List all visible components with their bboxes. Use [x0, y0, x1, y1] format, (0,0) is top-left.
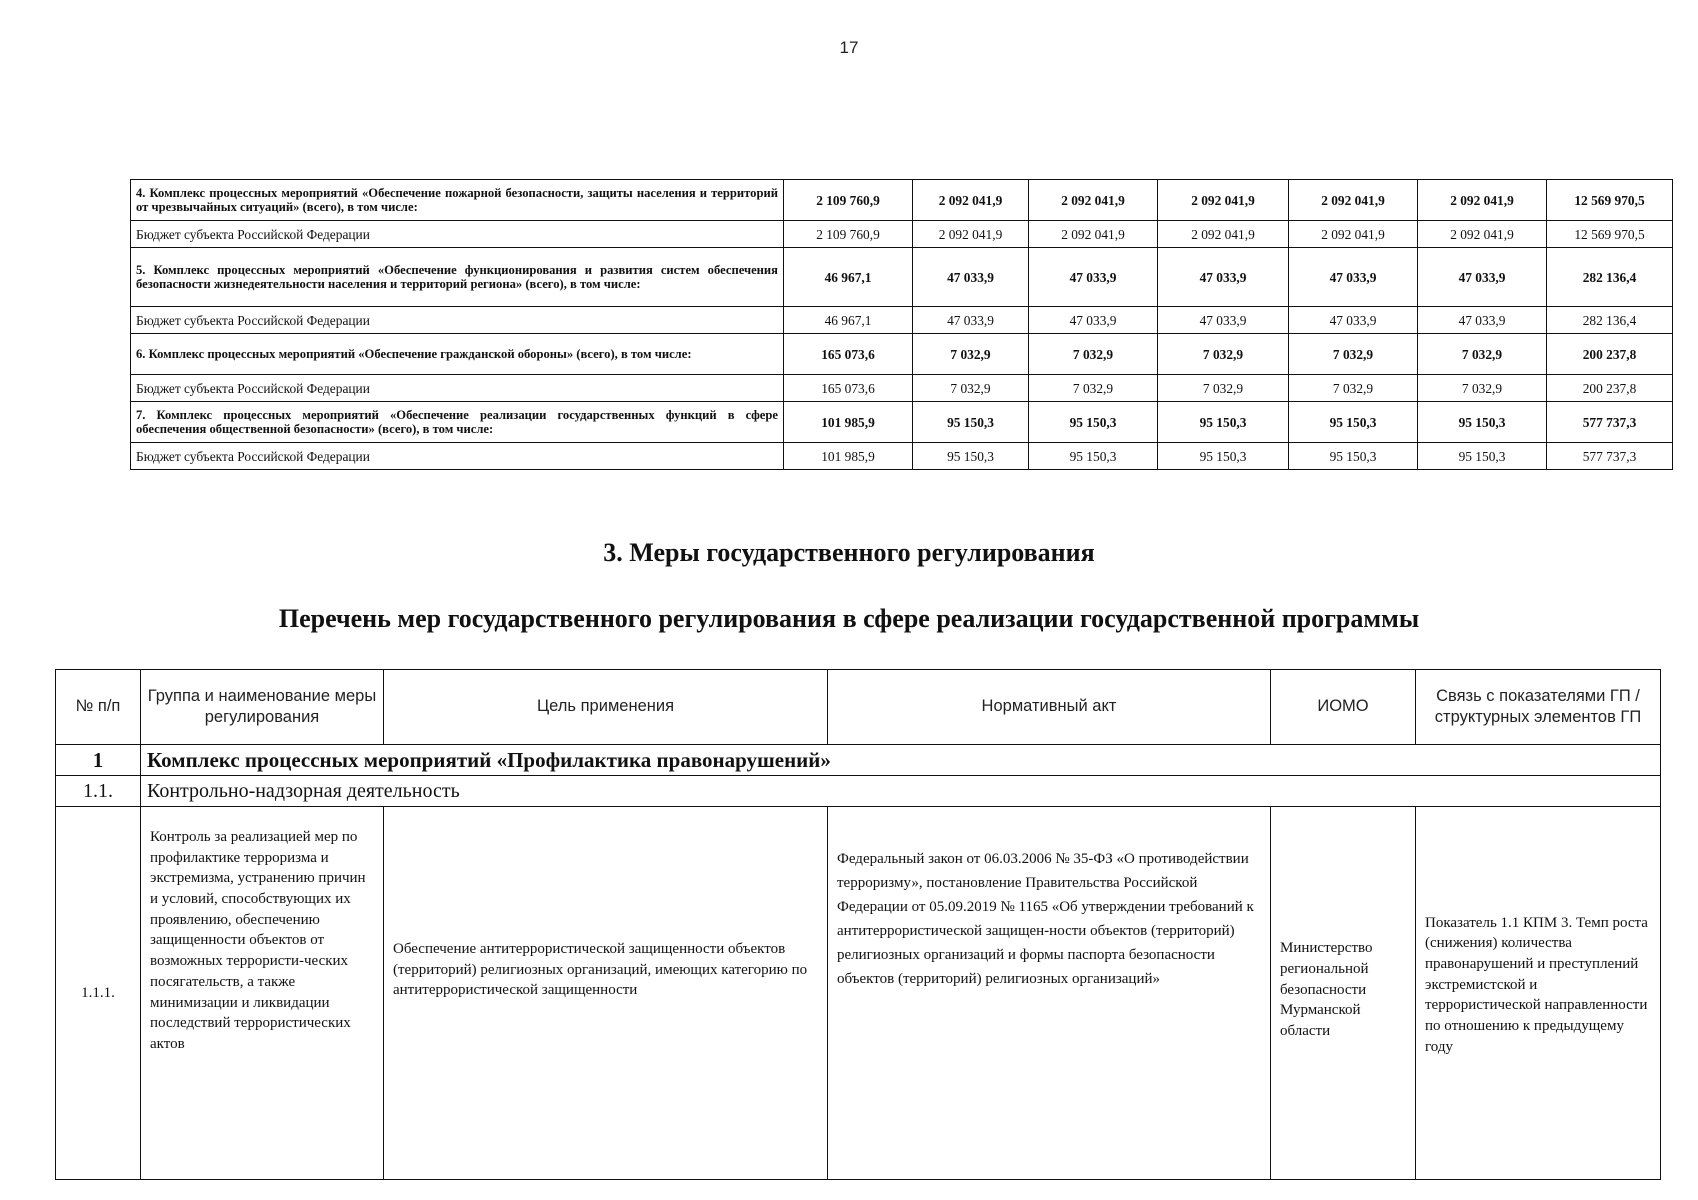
funding-year-value: 2 092 041,9: [1029, 180, 1158, 221]
funding-year-value: 47 033,9: [1029, 307, 1158, 334]
funding-total-row: [131, 180, 1673, 221]
funding-year-value: 47 033,9: [913, 248, 1029, 307]
funding-year-value: 2 109 760,9: [784, 221, 913, 248]
funding-year-value: 7 032,9: [1158, 375, 1289, 402]
funding-total-row: [131, 334, 1673, 375]
funding-year-value: 2 092 041,9: [1418, 221, 1547, 248]
funding-budget-row: [131, 221, 1673, 248]
header-goal: Цель применения: [384, 670, 828, 745]
funding-year-value: 47 033,9: [1418, 248, 1547, 307]
funding-total-value: 282 136,4: [1547, 248, 1673, 307]
funding-year-value: 101 985,9: [784, 443, 913, 470]
funding-total-row: [131, 402, 1673, 443]
funding-year-value: 95 150,3: [1158, 402, 1289, 443]
group-name: Комплекс процессных мероприятий «Профилактика правонарушений»: [141, 745, 1661, 776]
funding-year-value: 2 092 041,9: [1289, 221, 1418, 248]
measure-iomo: Министерство региональной безопасности Мурманской области: [1271, 807, 1416, 1180]
funding-year-value: 95 150,3: [1289, 443, 1418, 470]
measure-group-name: Контроль за реализацией мер по профилактике терроризма и экстремизма, устранению причин и условий, способствующих их проявлению, обеспечению защищенности объектов от возможных террористи-ческих посягательств, а также минимизации и ликвидации последствий террористических актов: [141, 807, 384, 1180]
funding-total-value: 200 237,8: [1547, 334, 1673, 375]
funding-year-value: 95 150,3: [1029, 402, 1158, 443]
funding-row-label: Бюджет субъекта Российской Федерации: [131, 307, 784, 334]
funding-year-value: 101 985,9: [784, 402, 913, 443]
funding-year-value: 165 073,6: [784, 375, 913, 402]
funding-row-label: 7. Комплекс процессных мероприятий «Обеспечение реализации государственных функций в сфере обеспечения общественной безопасности» (всего), в том числе:: [131, 402, 784, 443]
funding-year-value: 2 109 760,9: [784, 180, 913, 221]
funding-year-value: 2 092 041,9: [1289, 180, 1418, 221]
measure-indicator-link: Показатель 1.1 КПМ 3. Темп роста (снижения) количества правонарушений и преступлений экстремистской и террористической направленности по отношению к предыдущему году: [1416, 807, 1661, 1180]
funding-year-value: 95 150,3: [1418, 402, 1547, 443]
funding-year-value: 7 032,9: [1289, 334, 1418, 375]
funding-year-value: 47 033,9: [1418, 307, 1547, 334]
funding-year-value: 7 032,9: [1158, 334, 1289, 375]
funding-budget-row: [131, 375, 1673, 402]
funding-year-value: 7 032,9: [1289, 375, 1418, 402]
funding-year-value: 46 967,1: [784, 307, 913, 334]
section-title: 3. Меры государственного регулирования: [603, 538, 1095, 567]
funding-total-value: 577 737,3: [1547, 443, 1673, 470]
funding-year-value: 2 092 041,9: [913, 180, 1029, 221]
funding-year-value: 2 092 041,9: [913, 221, 1029, 248]
regulation-measures-table: [55, 669, 1661, 1180]
funding-year-value: 47 033,9: [913, 307, 1029, 334]
header-iomo: ИОМО: [1271, 670, 1416, 745]
header-act: Нормативный акт: [828, 670, 1271, 745]
funding-row-label: Бюджет субъекта Российской Федерации: [131, 443, 784, 470]
funding-total-value: 12 569 970,5: [1547, 221, 1673, 248]
funding-year-value: 46 967,1: [784, 248, 913, 307]
funding-year-value: 95 150,3: [913, 443, 1029, 470]
funding-year-value: 2 092 041,9: [1029, 221, 1158, 248]
funding-year-value: 47 033,9: [1029, 248, 1158, 307]
funding-row-label: 4. Комплекс процессных мероприятий «Обеспечение пожарной безопасности, защиты населения и территорий от чрезвычайных ситуаций» (всего), в том числе:: [131, 180, 784, 221]
funding-year-value: 95 150,3: [1289, 402, 1418, 443]
measure-number: 1.1.1.: [56, 807, 141, 1180]
funding-budget-row: [131, 307, 1673, 334]
funding-budget-row: [131, 443, 1673, 470]
funding-year-value: 2 092 041,9: [1418, 180, 1547, 221]
funding-year-value: 7 032,9: [1418, 375, 1547, 402]
funding-year-value: 95 150,3: [913, 402, 1029, 443]
measure-normative-act: Федеральный закон от 06.03.2006 № 35-ФЗ «О противодействии терроризму», постановление Правительства Российской Федерации от 05.09.2019 № 1165 «Об утверждении требований к антитеррористической защищен-ности объектов (территорий) религиозных организаций и формы паспорта безопасности объектов (территорий) религиозных организаций»: [828, 807, 1271, 1180]
funding-year-value: 95 150,3: [1418, 443, 1547, 470]
funding-total-value: 12 569 970,5: [1547, 180, 1673, 221]
funding-year-value: 7 032,9: [913, 375, 1029, 402]
funding-year-value: 7 032,9: [1418, 334, 1547, 375]
header-link: Связь с показателями ГП /структурных элементов ГП: [1416, 670, 1661, 745]
funding-total-value: 577 737,3: [1547, 402, 1673, 443]
funding-row-label: Бюджет субъекта Российской Федерации: [131, 375, 784, 402]
funding-table: [130, 179, 1673, 470]
funding-year-value: 7 032,9: [913, 334, 1029, 375]
funding-row-label: 5. Комплекс процессных мероприятий «Обеспечение функционирования и развития систем обеспечения безопасности жизнедеятельности населения и территорий региона» (всего), в том числе:: [131, 248, 784, 307]
funding-row-label: 6. Комплекс процессных мероприятий «Обеспечение гражданской обороны» (всего), в том числе:: [131, 334, 784, 375]
funding-year-value: 95 150,3: [1158, 443, 1289, 470]
funding-year-value: 7 032,9: [1029, 375, 1158, 402]
funding-total-value: 200 237,8: [1547, 375, 1673, 402]
reg-table-header-row: [56, 670, 1661, 745]
funding-row-label: Бюджет субъекта Российской Федерации: [131, 221, 784, 248]
funding-year-value: 95 150,3: [1029, 443, 1158, 470]
funding-year-value: 7 032,9: [1029, 334, 1158, 375]
funding-year-value: 47 033,9: [1289, 248, 1418, 307]
measure-row: [56, 807, 1661, 1180]
funding-year-value: 47 033,9: [1158, 248, 1289, 307]
funding-year-value: 2 092 041,9: [1158, 180, 1289, 221]
page-number: 17: [839, 38, 859, 57]
funding-year-value: 2 092 041,9: [1158, 221, 1289, 248]
funding-total-row: [131, 248, 1673, 307]
funding-total-value: 282 136,4: [1547, 307, 1673, 334]
funding-year-value: 165 073,6: [784, 334, 913, 375]
header-group: Группа и наименование меры регулирования: [141, 670, 384, 745]
measure-goal: Обеспечение антитеррористической защищенности объектов (территорий) религиозных организаций, имеющих категорию по антитеррористической защищенности: [384, 807, 828, 1180]
subgroup-number: 1.1.: [56, 776, 141, 807]
list-title: Перечень мер государственного регулирования в сфере реализации государственной программы: [278, 604, 1420, 633]
group-number: 1: [56, 745, 141, 776]
subgroup-name: Контрольно-надзорная деятельность: [141, 776, 1661, 807]
funding-year-value: 47 033,9: [1289, 307, 1418, 334]
subgroup-row: [56, 776, 1661, 807]
funding-year-value: 47 033,9: [1158, 307, 1289, 334]
header-num: № п/п: [56, 670, 141, 745]
group-row: [56, 745, 1661, 776]
